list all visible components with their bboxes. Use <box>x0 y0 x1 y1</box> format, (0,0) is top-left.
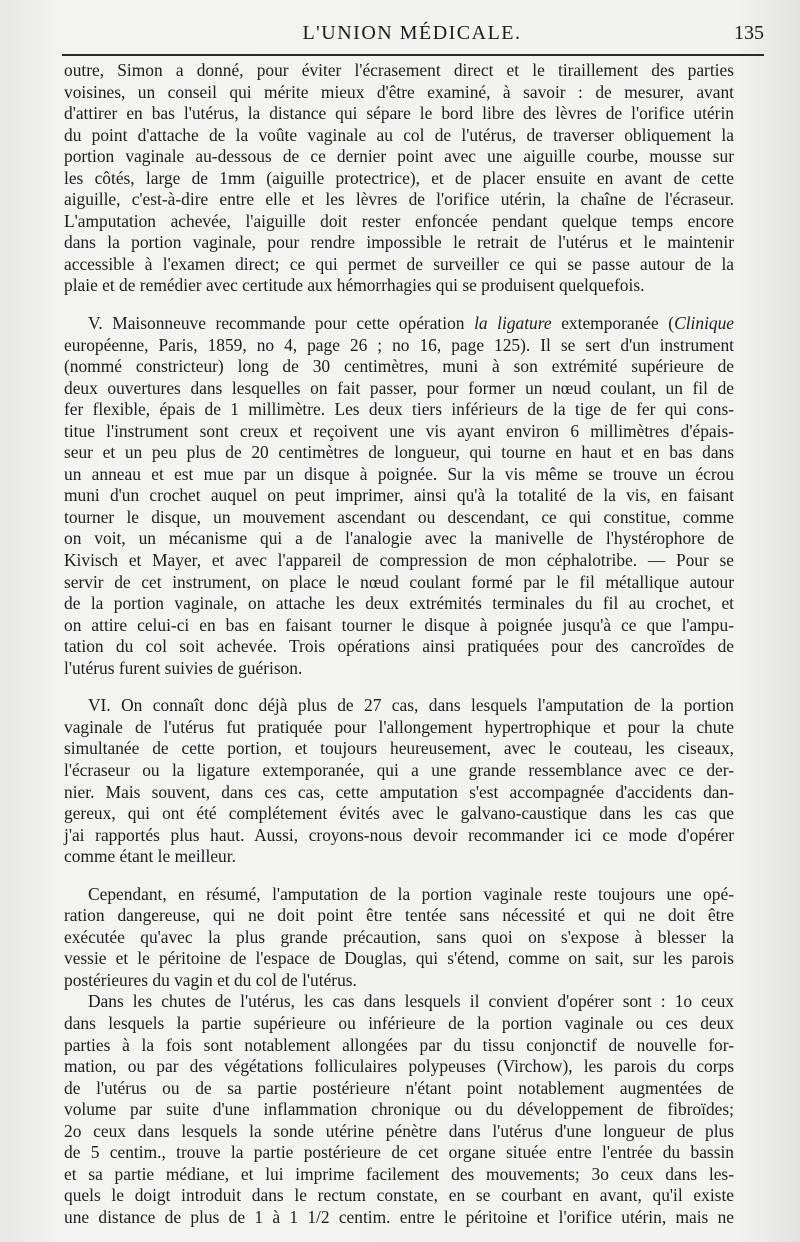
text-line: servir de cet instrument, on place le nœud coulant formé par le fil métallique autour <box>64 571 734 592</box>
text-line: fer flexible, épais de 1 millimètre. Les deux tiers inférieurs de la tige de fer qui cons- <box>64 399 734 420</box>
text-line: j'ai rapportés plus haut. Aussi, croyons-nous devoir recommander ici ce mode d'opérer <box>64 824 734 845</box>
text-line: dans la portion vaginale, pour rendre impossible le retrait de l'utérus et le maintenir <box>64 232 734 253</box>
running-head: L'UNION MÉDICALE. <box>302 22 522 44</box>
text-line: l'utérus furent suivies de guérison. <box>64 657 303 678</box>
text-line: comme étant le meilleur. <box>64 846 236 867</box>
text-line: du point d'attache de la voûte vaginale au col de l'utérus, de traverser obliquement la <box>64 124 734 145</box>
text-line: seur et un peu plus de 20 centimètres de longueur, qui tourne en haut et en bas dans <box>64 442 734 463</box>
text-line: de 5 centim., trouve la partie postérieure de cet organe située entre l'entrée du bassin <box>64 1142 734 1163</box>
text-line: aiguille, c'est-à-dire entre elle et les lèvres de l'orifice utérin, la chaîne de l'écraseur. <box>64 189 734 210</box>
italic-text: Clinique <box>674 313 735 334</box>
page-header <box>60 20 764 54</box>
text-line: un anneau et est mue par un disque à poignée. Sur la vis même se trouve un écrou <box>64 463 734 484</box>
text-line: Cependant, en résumé, l'amputation de la portion vaginale reste toujours une opé- <box>88 883 734 904</box>
text-line: vaginale de l'utérus fut pratiquée pour l'allongement hypertrophique et pour la chute <box>64 716 734 737</box>
paragraph-maisonneuve <box>64 313 734 679</box>
text-line: volume par suite d'une inflammation chronique ou du développement de fibroïdes; <box>64 1099 734 1120</box>
text-line: vessie et le péritoine de l'espace de Douglas, qui s'étend, comme on sait, sur les parois <box>64 948 734 969</box>
text-line: outre, Simon a donné, pour éviter l'écrasement direct et le tiraillement des parties <box>64 60 734 80</box>
text-line: nier. Mais souvent, dans ces cas, cette amputation s'est accompagnée d'accidents dan- <box>64 781 734 802</box>
text-line: muni d'un crochet auquel on peut imprimer, ainsi qu'à la totalité de la vis, en faisant <box>64 485 734 506</box>
text-line: parties à la fois sont notablement allongées par du tissu conjonctif de nouvelle for- <box>64 1034 734 1055</box>
body-text <box>64 60 734 1228</box>
text-line: les côtés, large de 1mm (aiguille protectrice), et de placer ensuite en avant de cette <box>64 167 734 188</box>
text-line: l'écraseur ou la ligature extemporanée, qui a une grande ressemblance avec ce der- <box>64 759 734 780</box>
text-run: extemporanée ( <box>551 313 675 334</box>
paragraph-vi <box>64 695 734 867</box>
text-line: accessible à l'examen direct; ce qui permet de surveiller ce qui se passe autour de la <box>64 253 734 274</box>
text-line: tation du col soit achevée. Trois opérations ainsi pratiquées pour des cancroïdes de <box>64 636 734 657</box>
text-line: exécutée qu'avec la plus grande précaution, sans quoi on s'expose à blesser la <box>64 926 734 947</box>
text-line: ration dangereuse, qui ne doit point être tentée sans nécessité et qui ne doit être <box>64 905 734 926</box>
text-line: dans lesquels la partie supérieure ou inférieure de la portion vaginale ou ces deux <box>64 1012 734 1033</box>
text-line: d'attirer en bas l'utérus, la distance qui sépare le bord libre des lèvres de l'orifice utérin <box>64 103 734 124</box>
header-rule <box>62 54 764 56</box>
text-line: VI. On connaît donc déjà plus de 27 cas, dans lesquels l'amputation de la portion <box>88 695 734 716</box>
text-line: une distance de plus de 1 à 1 1/2 centim. entre le péritoine et l'orifice utérin, mais ne <box>64 1206 734 1227</box>
text-line: L'amputation achevée, l'aiguille doit rester enfoncée pendant quelque temps encore <box>64 210 734 231</box>
paragraph-cependant <box>64 884 734 992</box>
text-line: deux ouvertures dans lesquelles on fait passer, pour former un nœud coulant, un fil de <box>64 377 734 398</box>
text-line: Dans les chutes de l'utérus, les cas dans lesquels il convient d'opérer sont : 1o ceux <box>88 991 734 1012</box>
page-number: 135 <box>734 22 764 44</box>
text-line: quels le doigt introduit dans le rectum constate, en se courbant en avant, qu'il existe <box>64 1185 734 1206</box>
text-line: de l'utérus ou de sa partie postérieure n'étant point notablement augmentées de <box>64 1077 734 1098</box>
italic-text: la ligature <box>474 313 552 334</box>
text-line: tourner le disque, un mouvement ascendant ou descendant, ce qui constitue, comme <box>64 506 734 527</box>
text-line: on attire celui-ci en bas en faisant tourner le disque à poignée jusqu'à ce que l'ampu- <box>64 614 734 635</box>
text-line: (nommé constricteur) long de 30 centimètres, muni à son extrémité supérieure de <box>64 356 734 377</box>
text-line: postérieures du vagin et du col de l'utérus. <box>64 969 357 990</box>
text-line: 2o ceux dans lesquels la sonde utérine pénètre dans l'utérus d'une longueur de plus <box>64 1120 734 1141</box>
text-line: on voit, un mécanisme qui a de l'analogie avec la manivelle de l'hystérophore de <box>64 528 734 549</box>
text-line: européenne, Paris, 1859, no 4, page 26 ; no 16, page 125). Il se sert d'un instrument <box>64 334 734 355</box>
text-line <box>64 313 734 335</box>
text-line: titue l'instrument sont creux et reçoivent une vis ayant environ 6 millimètres d'épais- <box>64 420 734 441</box>
text-line: plaie et de remédier avec certitude aux hémorrhagies qui se produisent quelquefois. <box>64 275 645 296</box>
text-line: de la portion vaginale, on attache les deux extrémités terminales du fil au crochet, et <box>64 593 734 614</box>
paragraph-simon <box>64 60 734 297</box>
text-line: simultanée de cette portion, et toujours heureusement, avec le couteau, les ciseaux, <box>64 738 734 759</box>
text-run: V. Maisonneuve recommande pour cette opération <box>88 313 475 334</box>
paragraph-chutes <box>64 991 734 1228</box>
text-line: Kivisch et Mayer, et avec l'appareil de compression de mon céphalotribe. — Pour se <box>64 550 734 571</box>
text-line: mation, ou par des végétations folliculaires polypeuses (Virchow), les parois du corps <box>64 1056 734 1077</box>
text-line: voisines, un conseil qui mérite mieux d'être examiné, à savoir : de mesurer, avant <box>64 81 734 102</box>
text-line: gereux, qui ont été complétement évités avec le galvano-caustique dans les cas que <box>64 803 734 824</box>
text-line: et sa partie médiane, et lui imprime facilement des mouvements; 3o ceux dans les- <box>64 1163 734 1184</box>
text-line: portion vaginale au-dessous de ce dernier point avec une aiguille courbe, mousse sur <box>64 146 734 167</box>
